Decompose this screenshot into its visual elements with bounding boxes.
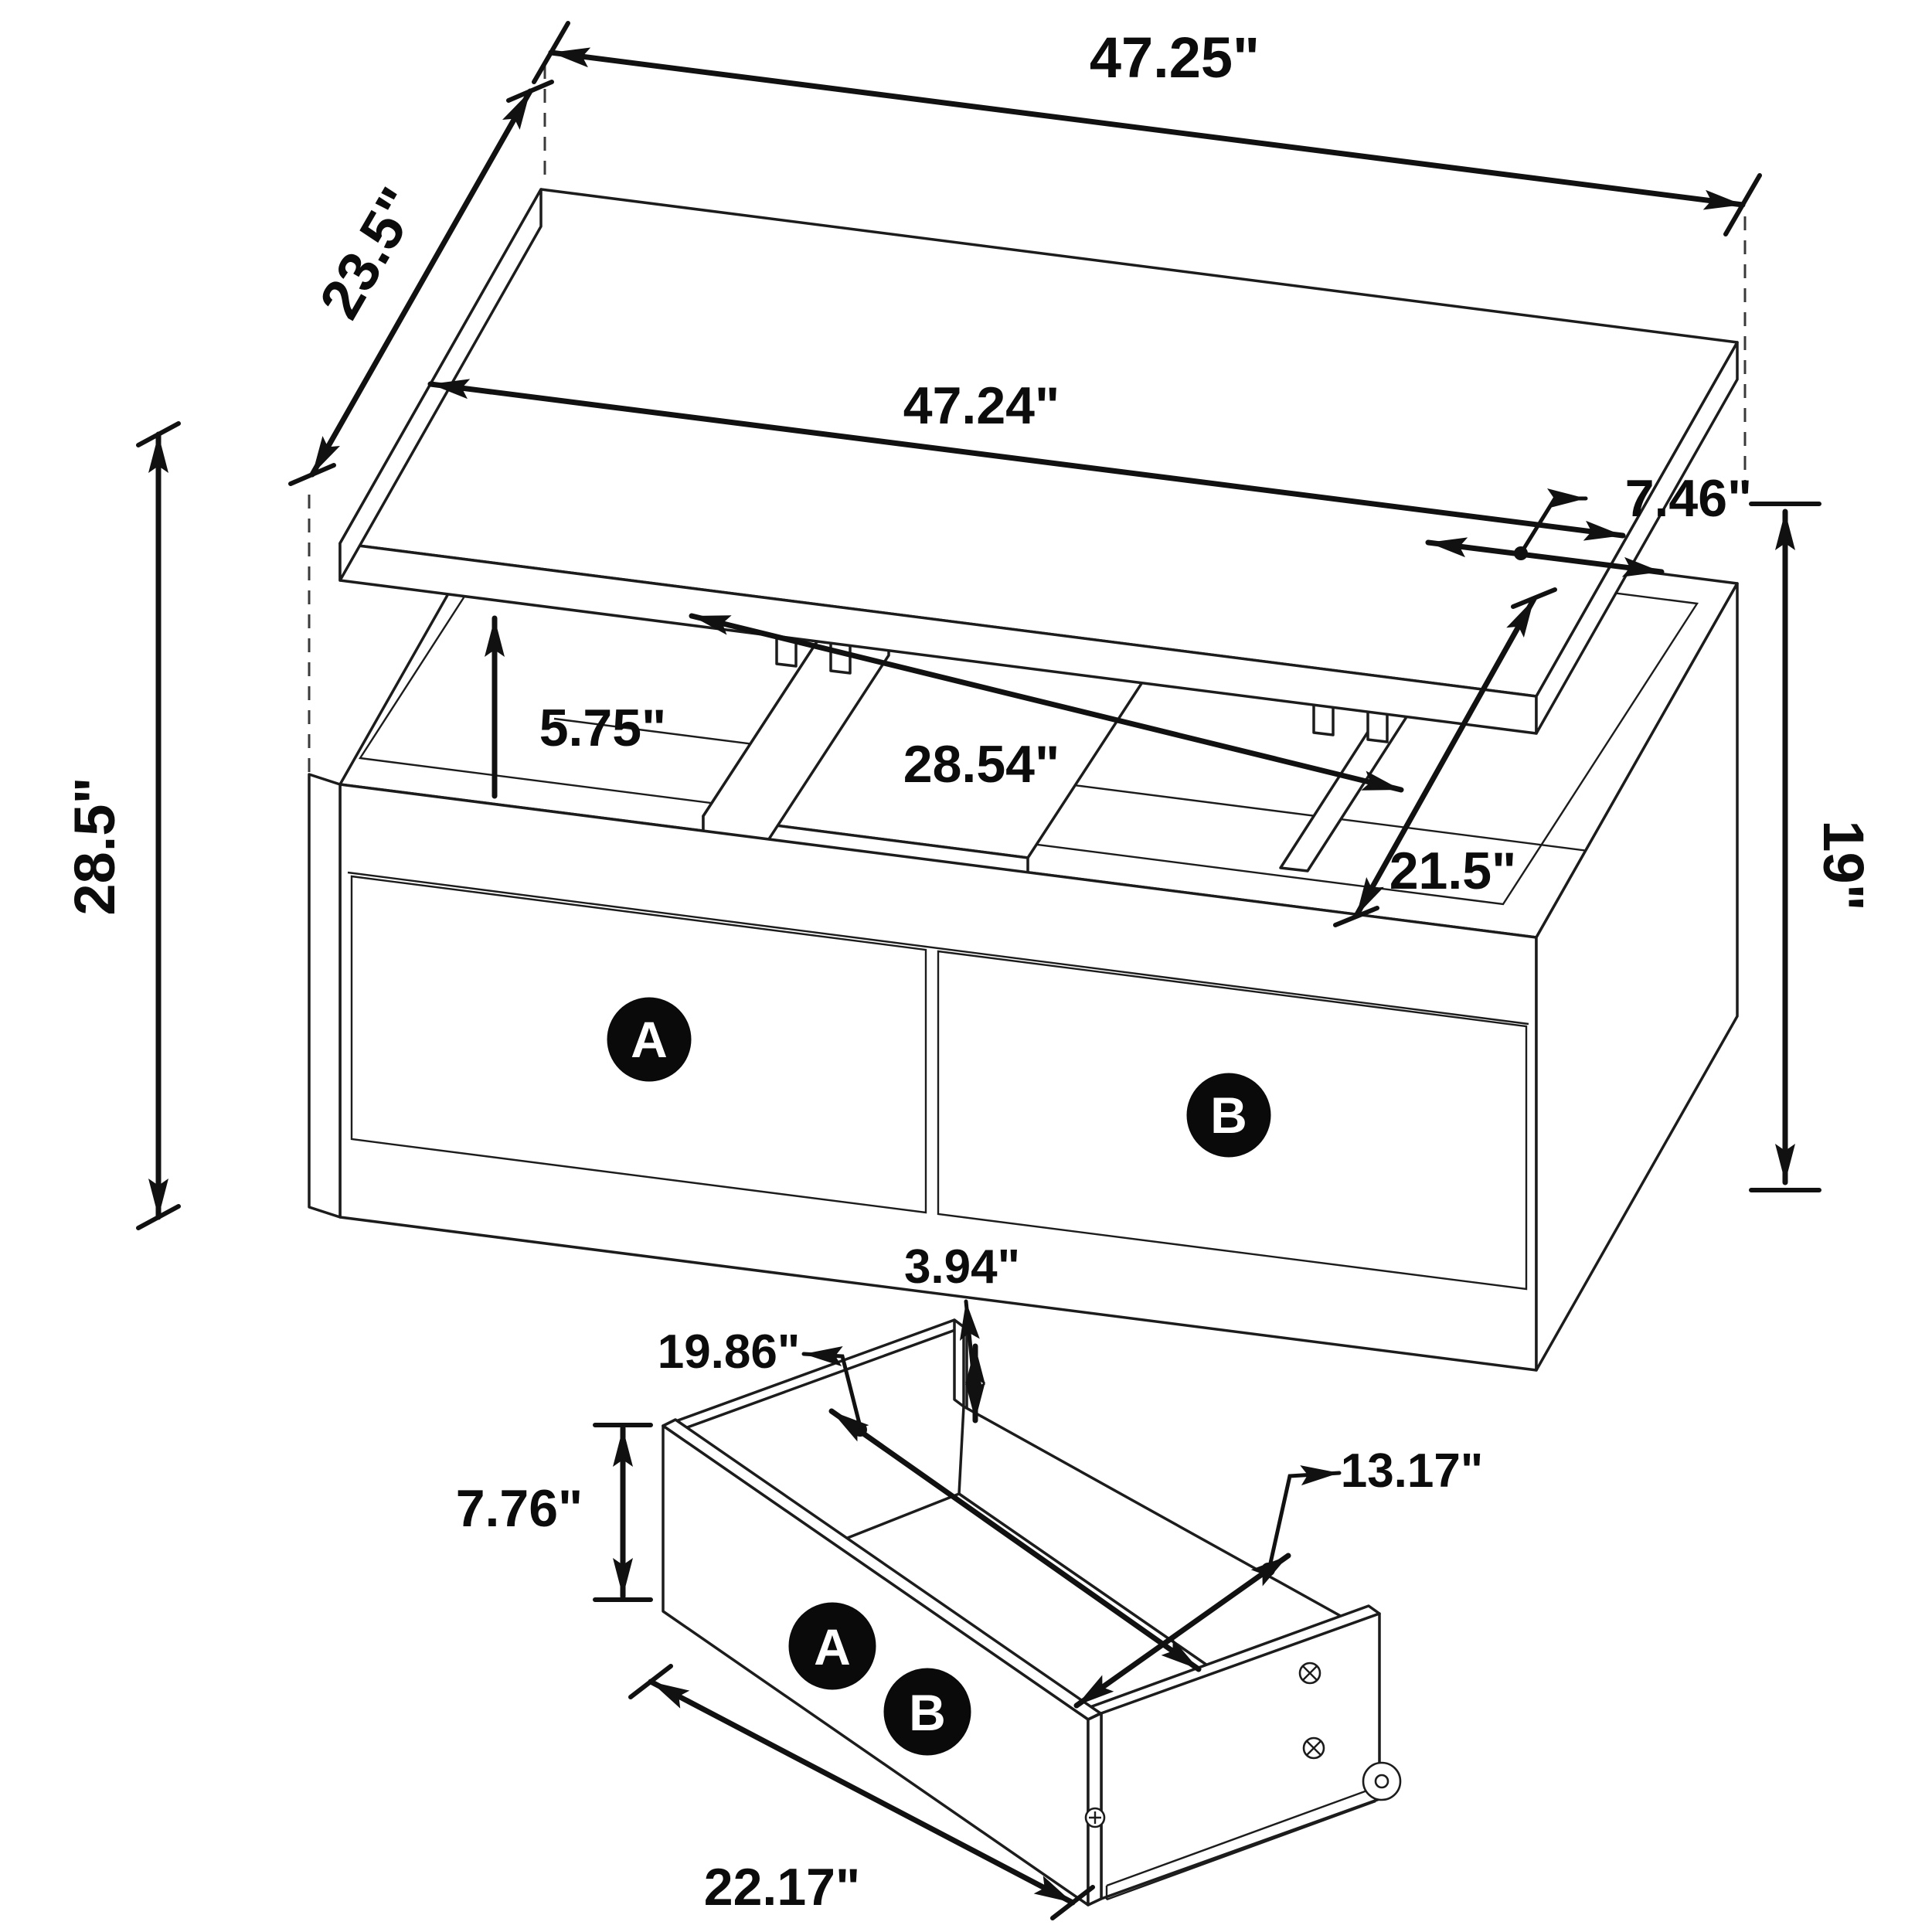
- dim-front-height-label: 7.76": [455, 1479, 583, 1538]
- base-left-stile: [309, 774, 340, 1217]
- dim-front-width-label: 22.17": [703, 1858, 861, 1917]
- dim-inner-width-label: 28.54": [903, 735, 1060, 794]
- badge-a-letter: A: [814, 1618, 851, 1675]
- dim-overall-height-label: 28.5": [63, 777, 127, 916]
- dim-lift-clearance-label: 5.75": [539, 699, 667, 757]
- badge-b-letter: B: [1210, 1087, 1247, 1144]
- badge-a: [789, 1603, 876, 1689]
- badge-b-letter: B: [909, 1684, 946, 1741]
- dim-base-height: [1751, 504, 1876, 1190]
- dim-base-height-label: 19": [1811, 820, 1876, 911]
- badge-b: [1187, 1073, 1270, 1157]
- main-view: [63, 23, 1876, 1370]
- dim-overall-width: [534, 23, 1760, 234]
- dim-right-opening-width-label: 7.46": [1624, 469, 1753, 528]
- dim-right-opening-depth-label: 21.5": [1389, 842, 1517, 900]
- screw-icon: [1300, 1663, 1320, 1683]
- dim-top-length-label: 47.24": [903, 376, 1060, 435]
- badge-b: [884, 1668, 971, 1755]
- screw-icon: [1304, 1738, 1324, 1758]
- drawer-back-notch: [954, 1320, 964, 1406]
- dim-inner-length-label: 19.86": [657, 1325, 801, 1379]
- dim-inner-depth-label: 13.17": [1340, 1444, 1484, 1498]
- dim-overall-height: [63, 423, 179, 1228]
- dim-top-depth-label: 23.5": [307, 176, 432, 329]
- dim-front-height: [456, 1425, 651, 1600]
- badge-a-letter: A: [631, 1011, 668, 1068]
- dim-back-panel-height-label: 3.94": [903, 1240, 1021, 1294]
- dim-overall-width-label: 47.25": [1089, 26, 1260, 90]
- badge-a: [607, 998, 691, 1081]
- screw-icon: [1086, 1808, 1104, 1827]
